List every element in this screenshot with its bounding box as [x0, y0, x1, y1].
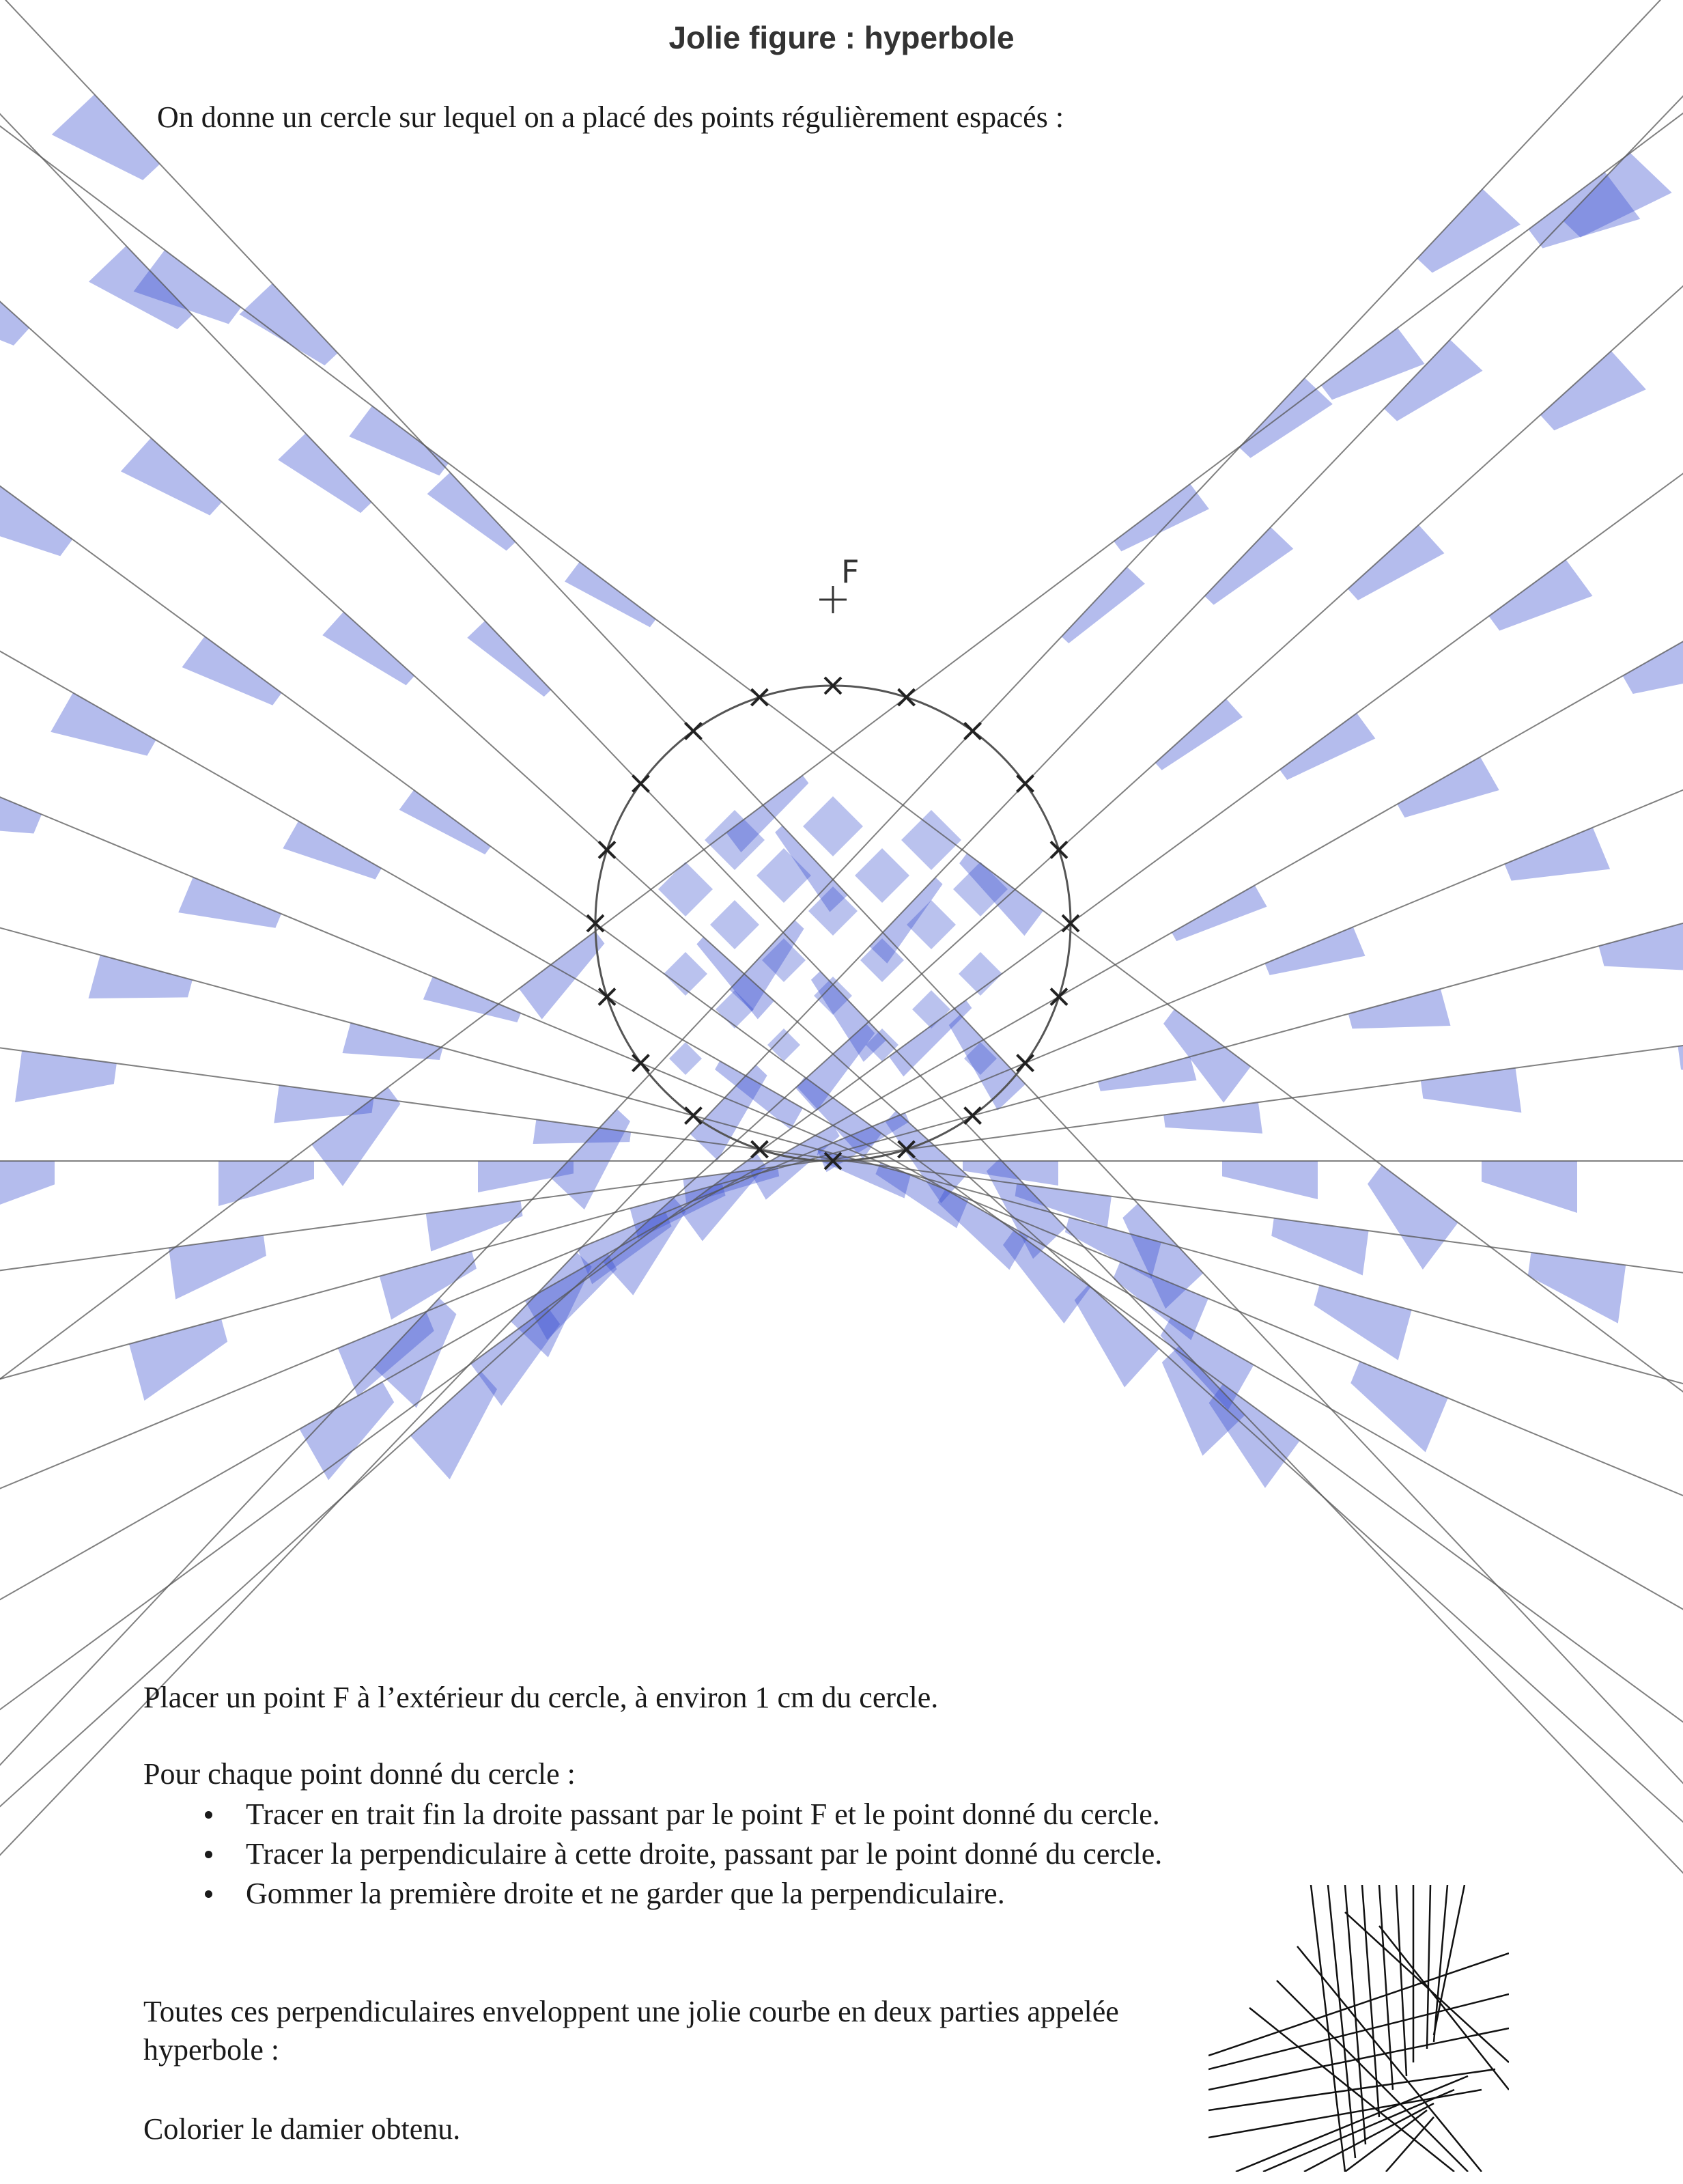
checker-cell	[1265, 927, 1366, 975]
checker-cell	[283, 821, 381, 879]
checker-cell	[399, 790, 491, 854]
conclusion-text: Toutes ces perpendiculaires enveloppent une jolie courbe en deux parties appelée hyperbole :	[143, 1995, 1119, 2067]
example-line	[1328, 1885, 1355, 2158]
checker-cell	[240, 283, 338, 365]
checker-diamond	[767, 1028, 800, 1061]
checker-cell	[278, 434, 371, 514]
checker-cell	[121, 438, 222, 515]
checker-cell	[1350, 1361, 1447, 1452]
checker-cell	[1348, 989, 1451, 1028]
checker-diamond	[855, 848, 909, 903]
hyperbola-example-diagram	[1208, 1885, 1509, 2172]
step-item: Tracer en trait fin la droite passant par le point F et le point donné du cercle.	[205, 1795, 1162, 1834]
point-f-label: F	[841, 553, 860, 590]
checker-cell	[1098, 1056, 1197, 1091]
checker-diamond	[803, 796, 863, 856]
checker-cell	[1482, 1161, 1577, 1213]
checker-cell	[423, 977, 521, 1022]
checker-cell	[1155, 699, 1243, 770]
checker-diamond	[710, 900, 759, 949]
checker-cell	[182, 636, 282, 705]
checker-cell	[1163, 1009, 1251, 1103]
step-item: Gommer la première droite et ne garder que la perpendiculaire.	[205, 1874, 1162, 1914]
checker-cell	[1599, 921, 1683, 971]
checker-cell	[1505, 828, 1611, 881]
checker-cell	[427, 473, 515, 551]
checker-cell	[322, 612, 414, 685]
checker-cell	[349, 406, 449, 475]
checker-cell	[1279, 713, 1375, 780]
checker-cell	[467, 621, 551, 697]
checker-cell	[0, 1161, 55, 1220]
example-line	[1379, 1926, 1509, 2090]
checker-diamond	[953, 862, 1008, 916]
checker-cell	[426, 1201, 523, 1251]
instruction-place-point: Placer un point F à l’extérieur du cercle, à environ 1 cm du cercle.	[143, 1681, 939, 1714]
example-line	[1434, 1885, 1447, 2042]
checker-cell	[178, 877, 281, 927]
checker-cell	[1348, 525, 1444, 600]
example-line	[1345, 1885, 1366, 2144]
checker-cell	[88, 955, 192, 998]
checker-cell	[519, 932, 604, 1020]
checker-cell	[1239, 378, 1333, 458]
checker-cell	[1271, 1218, 1368, 1276]
checker-cell	[218, 1161, 314, 1206]
checker-cell	[565, 562, 656, 628]
checker-cell	[342, 1023, 442, 1060]
checker-cell	[1421, 1068, 1522, 1112]
checker-cell	[1204, 527, 1293, 605]
example-line	[1304, 2103, 1434, 2172]
checker-cell	[1540, 351, 1646, 430]
checker-cell	[169, 1235, 266, 1300]
checker-diamond	[669, 1042, 702, 1075]
checker-cell	[1417, 189, 1521, 273]
checker-cell	[51, 692, 156, 755]
example-line	[1427, 1885, 1430, 2049]
example-line	[1379, 1885, 1393, 2090]
checker-cell	[1623, 628, 1683, 694]
checker-cell	[15, 1051, 117, 1102]
example-line	[1396, 1885, 1406, 2076]
step-item: Tracer la perpendiculaire à cette droite, passant par le point donné du cercle.	[205, 1834, 1162, 1874]
checker-cell	[1163, 1102, 1262, 1134]
checker-cell	[1368, 1165, 1458, 1270]
example-line	[1208, 1953, 1509, 2056]
checker-cell	[1397, 757, 1499, 817]
checker-cell	[1222, 1161, 1318, 1199]
checker-cell	[1678, 1033, 1683, 1091]
checker-diamond	[901, 810, 961, 870]
instruction-for-each: Pour chaque point donné du cercle :	[143, 1757, 576, 1791]
example-line	[1208, 2090, 1482, 2138]
intro-text: On donne un cercle sur lequel on a placé des points régulièrement espacés :	[157, 100, 1064, 134]
checker-cell	[1489, 559, 1593, 630]
steps-list	[205, 1795, 1162, 1914]
page-title: Jolie figure : hyperbole	[668, 20, 1015, 55]
example-line	[1208, 2028, 1509, 2090]
final-instruction: Colorier le damier obtenu.	[143, 2112, 461, 2146]
checker-cell	[1172, 885, 1267, 941]
checker-diamond	[658, 862, 713, 916]
checker-cell	[1062, 567, 1145, 643]
point-f-marker	[819, 586, 847, 613]
checker-diamond	[808, 886, 858, 936]
